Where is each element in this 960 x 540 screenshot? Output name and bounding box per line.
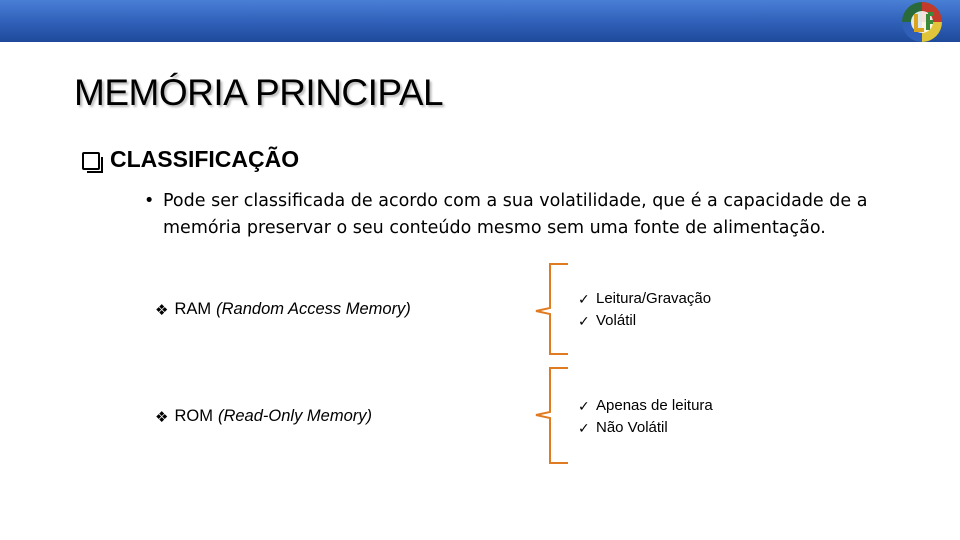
property-label: Apenas de leitura	[596, 397, 713, 414]
memory-name: RAM	[174, 300, 212, 318]
checkmark-icon: ✓	[578, 420, 590, 436]
diamond-bullet-icon: ❖	[155, 301, 169, 319]
rom-properties-list	[578, 395, 713, 439]
list-item	[578, 395, 713, 417]
checkmark-icon: ✓	[578, 313, 590, 329]
list-item-ram	[155, 300, 411, 319]
bullet-text: Pode ser classificada de acordo com a sua volatilidade, que é a capacidade de a memória preservar o seu conteúdo mesmo sem uma fonte de alimentação.	[163, 191, 868, 238]
memory-full-name: (Read-Only Memory)	[217, 407, 372, 425]
property-label: Volátil	[596, 312, 637, 329]
bullet-paragraph	[144, 188, 904, 242]
memory-name: ROM	[174, 407, 213, 425]
list-item-rom	[155, 407, 372, 426]
list-item	[578, 310, 711, 332]
bullet-dot-icon: •	[144, 191, 155, 211]
page-title: MEMÓRIA PRINCIPAL	[74, 72, 444, 113]
property-label: Não Volátil	[596, 419, 668, 436]
header-bar	[0, 0, 960, 42]
logo-icon	[890, 0, 954, 48]
ram-properties-list	[578, 288, 711, 332]
list-item	[578, 288, 711, 310]
memory-full-name: (Random Access Memory)	[216, 300, 411, 318]
list-item	[578, 417, 713, 439]
property-label: Leitura/Gravação	[596, 290, 712, 307]
curly-brace-icon	[532, 262, 572, 362]
curly-brace-icon	[532, 366, 572, 466]
checkbox-square-icon	[82, 152, 100, 170]
checkmark-icon: ✓	[578, 398, 590, 414]
diamond-bullet-icon: ❖	[155, 408, 169, 426]
checkmark-icon: ✓	[578, 291, 590, 307]
section-heading	[82, 146, 299, 173]
section-heading-label: CLASSIFICAÇÃO	[110, 146, 300, 172]
